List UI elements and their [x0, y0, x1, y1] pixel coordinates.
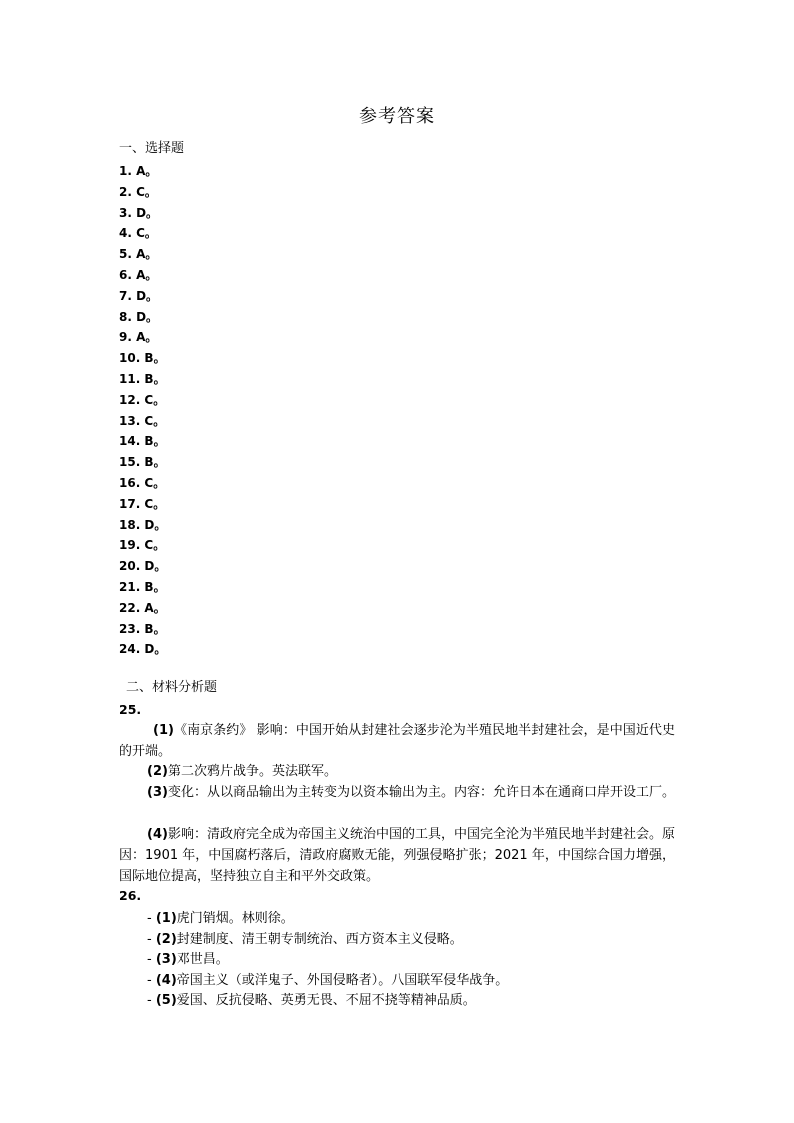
part-label: (3) — [155, 952, 177, 968]
answer-item: 2. C。 — [119, 184, 157, 199]
answer-item: 24. D。 — [119, 642, 167, 657]
answer-item: 15. B。 — [119, 455, 166, 470]
answer-item: 6. A。 — [119, 267, 158, 282]
part-label: (2) — [147, 764, 168, 779]
part-label: (5) — [155, 993, 177, 1009]
answer-item: 10. B。 — [119, 351, 166, 366]
answer-item: 12. C。 — [119, 392, 166, 407]
answer-item: 21. B。 — [119, 579, 166, 594]
part-label: (4) — [147, 827, 168, 842]
multiple-choice-answer-list — [119, 161, 166, 660]
answer-item: 19. C。 — [119, 538, 166, 553]
answer-item: 3. D。 — [119, 205, 159, 220]
q25-part-2 — [119, 762, 675, 783]
part-text: 邓世昌。 — [176, 952, 229, 968]
answer-item: 5. A。 — [119, 247, 158, 262]
part-text: 帝国主义（或洋鬼子、外国侵略者）。八国联军侵华战争。 — [176, 972, 509, 988]
answer-item: 4. C。 — [119, 226, 157, 241]
answer-item: 18. D。 — [119, 517, 167, 532]
answer-item: 22. A。 — [119, 600, 166, 615]
q26-part-3 — [147, 950, 508, 971]
answer-item: 23. B。 — [119, 621, 166, 636]
part-text: 虎门销烟。林则徐。 — [176, 911, 294, 926]
section-heading-multiple-choice: 一、选择题 — [119, 141, 185, 156]
bullet-dash: - — [147, 911, 156, 926]
answer-item: 20. D。 — [119, 559, 167, 574]
q26-part-1 — [147, 909, 508, 930]
part-text: 爱国、反抗侵略、英勇无畏、不屈不挠等精神品质。 — [176, 993, 476, 1009]
answer-item: 17. C。 — [119, 496, 166, 511]
q25-part-1 — [119, 721, 675, 763]
answer-item: 11. B。 — [119, 371, 166, 386]
q26-part-4 — [147, 971, 508, 992]
q25-part-3 — [119, 783, 675, 804]
answer-item: 14. B。 — [119, 434, 166, 449]
answer-item: 7. D。 — [119, 288, 159, 303]
answer-item: 16. C。 — [119, 475, 166, 490]
q26-part-2 — [147, 930, 508, 951]
bullet-dash: - — [147, 972, 156, 988]
section-heading-material-analysis: 二、材料分析题 — [126, 680, 218, 695]
answer-item: 13. C。 — [119, 413, 166, 428]
q25-part-4 — [119, 825, 675, 887]
part-text: 封建制度、清王朝专制统治、西方资本主义侵略。 — [176, 931, 463, 947]
part-text: 《南京条约》 影响：中国开始从封建社会逐步沦为半殖民地半封建社会，是中国近代史的开端。 — [119, 723, 675, 759]
page-title: 参考答案 — [359, 106, 435, 127]
answer-item: 1. A。 — [119, 164, 158, 178]
bullet-dash: - — [147, 931, 156, 947]
part-text: 影响：清政府完全成为帝国主义统治中国的工具，中国完全沦为半殖民地半封建社会。原因：1901 年，中国腐朽落后，清政府腐败无能，列强侵略扩张；2021 年，中国综合国力增强，国际地位提高，坚持独立自主和平外交政策。 — [119, 827, 675, 884]
answer-item: 9. A。 — [119, 330, 158, 345]
q26-answer-list — [147, 909, 508, 1012]
q26-part-5 — [147, 991, 508, 1012]
answer-item: 8. D。 — [119, 309, 159, 324]
part-text: 变化：从以商品输出为主转变为以资本输出为主。内容：允许日本在通商口岸开设工厂。 — [167, 785, 675, 800]
part-label: (2) — [155, 931, 177, 947]
part-label: (3) — [147, 785, 168, 800]
question-number-25: 25. — [119, 702, 142, 717]
part-label: (1) — [155, 911, 177, 926]
question-number-26: 26. — [119, 888, 142, 903]
part-label: (1) — [153, 723, 174, 738]
part-text: 第二次鸦片战争。英法联军。 — [167, 764, 337, 779]
part-label: (4) — [155, 972, 177, 988]
bullet-dash: - — [147, 993, 156, 1009]
bullet-dash: - — [147, 952, 156, 968]
